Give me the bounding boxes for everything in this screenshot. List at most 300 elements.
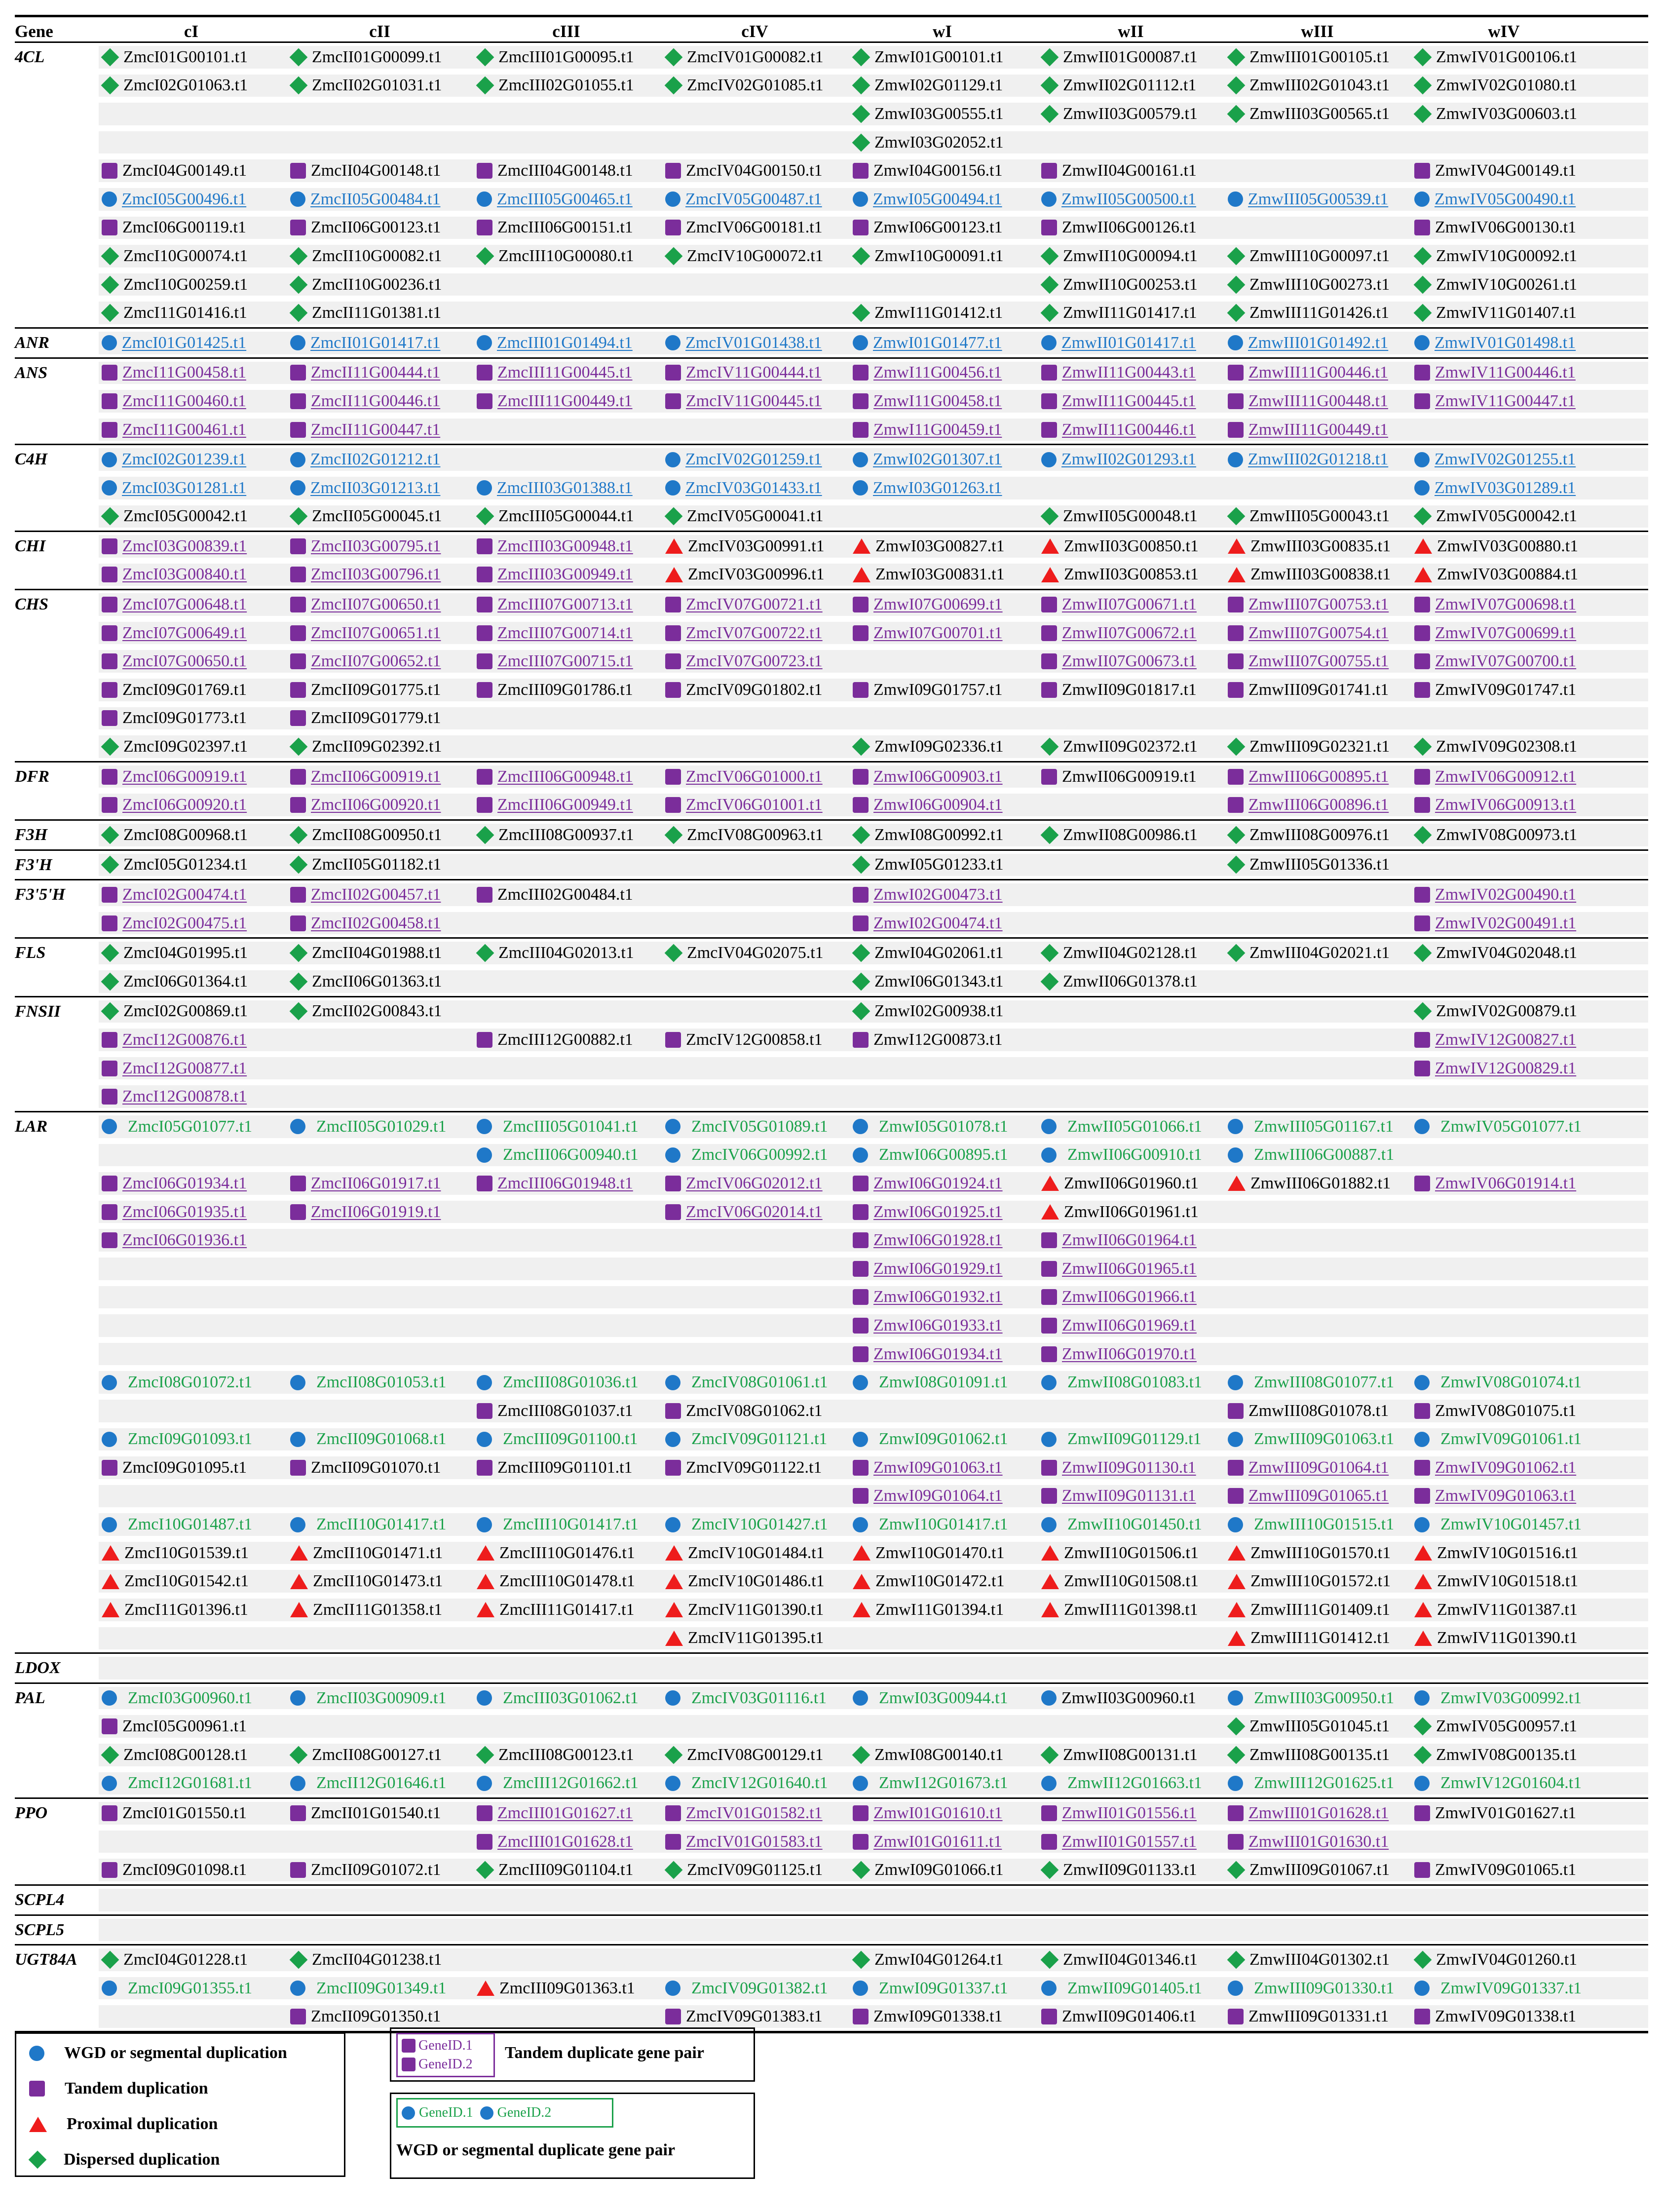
- diamond-icon: [1414, 1717, 1432, 1736]
- square-icon: [1041, 422, 1057, 438]
- circle-icon: [477, 1432, 492, 1447]
- gene-id: ZmwIV04G00149.t1: [1435, 161, 1577, 180]
- diamond-icon: [476, 1746, 494, 1764]
- gene-cell: [850, 43, 1035, 72]
- gene-cell: [1225, 416, 1410, 444]
- gene-id: ZmwI09G01337.t1: [879, 1979, 1008, 1997]
- gene-id: ZmcII02G00458.t1: [311, 914, 441, 932]
- square-icon: [477, 625, 492, 641]
- gene-cell: [287, 821, 472, 849]
- gene-cell: [662, 1368, 847, 1397]
- table-row: [99, 214, 1648, 242]
- gene-id: ZmwIII10G00273.t1: [1249, 275, 1390, 294]
- gene-name: UGT84A: [15, 1950, 77, 1969]
- table-row: [99, 1916, 1648, 1945]
- square-icon: [1414, 625, 1430, 641]
- table-row: [99, 561, 1648, 589]
- triangle-icon: [1228, 1574, 1246, 1589]
- triangle-icon: [1414, 538, 1432, 554]
- gene-cell: [99, 359, 284, 387]
- gene-id: ZmwIV09G01747.t1: [1435, 680, 1577, 699]
- square-icon: [290, 597, 306, 612]
- gene-id: ZmcII10G00082.t1: [312, 246, 442, 265]
- gene-id: ZmwII06G01970.t1: [1062, 1344, 1197, 1363]
- diamond-icon: [290, 275, 308, 294]
- gene-id: ZmcI05G00496.t1: [122, 190, 247, 208]
- gene-cell: [850, 590, 1035, 619]
- gene-cell: [1225, 590, 1410, 619]
- gene-id: ZmcIII08G00123.t1: [498, 1745, 634, 1764]
- gene-id: ZmwIV10G01457.t1: [1440, 1515, 1582, 1534]
- gene-cell: [474, 1368, 659, 1397]
- circle-icon: [853, 1690, 868, 1706]
- gene-cell: [850, 185, 1035, 214]
- gene-cell: [662, 532, 847, 561]
- gene-cell: [99, 1082, 284, 1111]
- table-row: [99, 329, 1648, 357]
- diamond-icon: [852, 304, 870, 322]
- triangle-icon: [853, 1574, 870, 1589]
- table-row: [99, 1368, 1648, 1397]
- gene-id: ZmwIII05G00539.t1: [1248, 190, 1389, 208]
- gene-cell: [662, 1510, 847, 1539]
- square-icon: [853, 915, 869, 931]
- circle-icon: [1228, 1432, 1243, 1447]
- gene-id: ZmcIV06G01000.t1: [686, 767, 823, 786]
- diamond-icon: [852, 1002, 870, 1021]
- gene-cell: [1411, 1026, 1596, 1054]
- gene-id: ZmwII01G01417.t1: [1061, 333, 1196, 352]
- gene-id: ZmwIV04G01260.t1: [1436, 1950, 1578, 1969]
- gene-cell: [474, 880, 659, 909]
- diamond-icon: [290, 1746, 308, 1764]
- gene-cell: [474, 1799, 659, 1828]
- square-icon: [102, 538, 117, 554]
- square-icon: [853, 887, 869, 903]
- gene-id: ZmcII04G00148.t1: [311, 161, 441, 180]
- gene-id: ZmcIII06G01948.t1: [497, 1174, 633, 1192]
- gene-cell: [850, 387, 1035, 416]
- gene-id: ZmcIV09G01802.t1: [686, 680, 823, 699]
- circle-icon: [1228, 1517, 1243, 1532]
- gene-cell: [99, 1112, 284, 1141]
- gene-cell: [662, 939, 847, 967]
- circle-icon: [477, 1776, 492, 1791]
- gene-cell: [474, 1169, 659, 1198]
- gene-id: ZmcIV11G00445.t1: [686, 391, 822, 410]
- gene-cell: [1411, 1397, 1596, 1425]
- wgd-pair-legend: [390, 2093, 755, 2179]
- square-icon: [102, 422, 117, 438]
- circle-icon: [290, 1981, 305, 1996]
- gene-id: ZmcI07G00649.t1: [122, 623, 247, 642]
- gene-id: ZmwIV10G01518.t1: [1437, 1572, 1579, 1591]
- gene-cell: [287, 1799, 472, 1828]
- gene-id: ZmwI10G01472.t1: [875, 1572, 1005, 1591]
- gene-cell: [1225, 791, 1410, 819]
- square-icon: [1414, 915, 1430, 931]
- gene-cell: [99, 909, 284, 938]
- gene-id: ZmcI04G01995.t1: [123, 944, 248, 962]
- gene-id: ZmcIII03G01388.t1: [497, 478, 633, 497]
- gene-cell: [850, 214, 1035, 242]
- gene-cell: [850, 1596, 1035, 1624]
- gene-cell: [1038, 1482, 1223, 1511]
- gene-id: ZmcII11G00447.t1: [311, 420, 441, 439]
- diamond-icon: [101, 944, 119, 962]
- gene-cell: [850, 1340, 1035, 1369]
- gene-id: ZmwIV12G00827.t1: [1435, 1030, 1577, 1049]
- diamond-icon: [852, 738, 870, 756]
- circle-icon: [1414, 1981, 1430, 1996]
- gene-id: ZmcII02G00843.t1: [312, 1002, 442, 1021]
- legend-proximal-label: Proximal duplication: [67, 2115, 218, 2133]
- diamond-icon: [290, 304, 308, 322]
- gene-cell: [287, 704, 472, 733]
- gene-id: ZmwII06G00126.t1: [1062, 218, 1197, 237]
- table-row: [99, 791, 1648, 819]
- gene-cell: [1225, 1684, 1410, 1713]
- gene-block: [15, 1112, 1648, 1654]
- gene-cell: [99, 1684, 284, 1713]
- diamond-icon: [476, 1861, 494, 1879]
- circle-icon: [480, 2106, 493, 2120]
- circle-icon: [1228, 335, 1243, 350]
- circle-icon: [1414, 335, 1430, 350]
- gene-block: [15, 1684, 1648, 1799]
- gene-cell: [474, 214, 659, 242]
- gene-cell: [99, 156, 284, 185]
- gene-id: ZmcI10G01487.t1: [128, 1515, 253, 1534]
- table-row: [99, 1112, 1648, 1141]
- gene-cell: [1038, 939, 1223, 967]
- gene-cell: [662, 763, 847, 791]
- gene-id: ZmcI08G00968.t1: [123, 825, 248, 844]
- square-icon: [290, 625, 306, 641]
- gene-cell: [474, 1596, 659, 1624]
- square-icon: [1228, 797, 1244, 813]
- gene-id: ZmcII06G00123.t1: [311, 218, 441, 237]
- gene-cell: [1038, 1283, 1223, 1312]
- square-icon: [290, 567, 306, 582]
- square-icon: [853, 1204, 869, 1220]
- gene-id: ZmcI11G00460.t1: [122, 391, 246, 410]
- gene-cell: [850, 445, 1035, 474]
- diamond-icon: [290, 76, 308, 95]
- gene-id: ZmcI09G01773.t1: [122, 709, 247, 727]
- gene-id: ZmcIII03G00949.t1: [497, 565, 633, 584]
- square-icon: [102, 1718, 117, 1734]
- gene-block: [15, 1799, 1648, 1886]
- gene-id: ZmwIII06G00896.t1: [1248, 796, 1389, 814]
- gene-cell: [850, 1198, 1035, 1226]
- gene-id: ZmcII01G01417.t1: [310, 333, 441, 352]
- gene-id: ZmcII03G00909.t1: [316, 1688, 447, 1707]
- gene-id: ZmwIV09G01061.t1: [1440, 1430, 1582, 1449]
- gene-id: ZmwIII10G00097.t1: [1249, 246, 1390, 265]
- triangle-icon: [1041, 1204, 1059, 1220]
- gene-cell: [474, 1453, 659, 1482]
- diamond-icon: [665, 76, 683, 95]
- gene-id: ZmcIV03G01433.t1: [685, 478, 822, 497]
- circle-icon: [477, 335, 492, 350]
- gene-id: ZmwI09G01757.t1: [873, 680, 1003, 699]
- diamond-icon: [852, 76, 870, 95]
- gene-id: ZmcI06G00919.t1: [122, 767, 247, 786]
- gene-cell: [662, 1397, 847, 1425]
- diamond-icon: [290, 507, 308, 526]
- gene-id: ZmcII12G01646.t1: [316, 1774, 447, 1792]
- gene-id: ZmwIV10G00261.t1: [1436, 275, 1578, 294]
- table-row: [99, 851, 1648, 879]
- gene-cell: [1038, 299, 1223, 327]
- gene-cell: [662, 1141, 847, 1170]
- gene-cell: [1225, 387, 1410, 416]
- tandem-pair-label: Tandem duplicate gene pair: [505, 2044, 704, 2062]
- gene-block: [15, 1916, 1648, 1946]
- gene-cell: [1225, 1539, 1410, 1567]
- gene-cell: [474, 619, 659, 648]
- gene-id: ZmcII10G01473.t1: [313, 1572, 443, 1591]
- gene-cell: [662, 1974, 847, 2003]
- diamond-icon: [1227, 1951, 1246, 1969]
- gene-id: ZmwII04G02128.t1: [1063, 944, 1198, 962]
- gene-id: ZmwI01G01477.t1: [873, 333, 1002, 352]
- table-row: [99, 2002, 1648, 2031]
- gene-id: ZmwII02G01112.t1: [1063, 76, 1197, 95]
- diamond-icon: [1041, 507, 1059, 526]
- gene-name: DFR: [15, 767, 49, 786]
- table-row: [99, 72, 1648, 100]
- gene-id: ZmwII06G00919.t1: [1062, 767, 1197, 786]
- gene-id: ZmwIV02G00490.t1: [1435, 885, 1577, 904]
- circle-icon: [665, 1119, 680, 1134]
- table-row: [99, 1198, 1648, 1226]
- gene-cell: [1225, 502, 1410, 531]
- diamond-icon: [290, 1951, 308, 1969]
- diamond-icon: [290, 247, 308, 266]
- diamond-icon: [852, 826, 870, 844]
- table-row: [99, 100, 1648, 128]
- square-icon: [665, 1834, 681, 1850]
- gene-id: ZmwIII02G01218.t1: [1248, 450, 1389, 469]
- table-row: [99, 1141, 1648, 1170]
- diamond-icon: [101, 275, 119, 294]
- gene-id: ZmwII06G01960.t1: [1064, 1174, 1199, 1192]
- circle-icon: [665, 1690, 680, 1706]
- gene-cell: [662, 1799, 847, 1828]
- square-icon: [853, 2009, 869, 2024]
- square-icon: [477, 769, 492, 785]
- gene-cell: [850, 791, 1035, 819]
- gene-cell: [662, 1169, 847, 1198]
- square-icon: [665, 597, 681, 612]
- gene-cell: [662, 1684, 847, 1713]
- gene-cell: [99, 763, 284, 791]
- gene-id: ZmcII07G00650.t1: [311, 595, 441, 614]
- gene-cell: [99, 1799, 284, 1828]
- gene-cell: [662, 1539, 847, 1567]
- gene-id: ZmwI06G01928.t1: [873, 1231, 1003, 1250]
- gene-cell: [1411, 156, 1596, 185]
- square-icon: [1414, 597, 1430, 612]
- square-icon: [477, 1403, 492, 1419]
- gene-cell: [850, 676, 1035, 704]
- gene-id: ZmwI04G01264.t1: [874, 1950, 1004, 1969]
- square-icon: [1041, 1834, 1057, 1850]
- gene-id: ZmcII01G01540.t1: [311, 1804, 441, 1823]
- gene-id: ZmwII11G00445.t1: [1062, 391, 1196, 410]
- gene-cell: [1038, 72, 1223, 100]
- gene-id: ZmwIII09G01063.t1: [1254, 1430, 1395, 1449]
- circle-icon: [102, 1517, 117, 1532]
- gene-cell: [1225, 1482, 1410, 1511]
- gene-cell: [1411, 100, 1596, 128]
- gene-cell: [1225, 43, 1410, 72]
- gene-cell: [474, 329, 659, 357]
- gene-id: ZmwI05G01233.t1: [874, 855, 1004, 874]
- circle-icon: [1414, 480, 1430, 496]
- square-icon: [1041, 1318, 1057, 1334]
- gene-cell: [1038, 1684, 1223, 1713]
- triangle-icon: [1228, 1602, 1246, 1617]
- diamond-icon: [665, 507, 683, 526]
- gene-duplication-table: [15, 15, 1648, 2033]
- gene-id: ZmcII03G00796.t1: [311, 565, 441, 584]
- square-icon: [477, 1805, 492, 1821]
- gene-name: SCPL4: [15, 1891, 65, 1909]
- triangle-icon: [1228, 1631, 1246, 1646]
- table-body: [15, 43, 1648, 2033]
- gene-cell: [1411, 791, 1596, 819]
- gene-cell: [99, 1425, 284, 1454]
- diamond-icon: [1227, 304, 1246, 322]
- gene-cell: [850, 1684, 1035, 1713]
- gene-cell: [99, 1741, 284, 1769]
- square-icon: [290, 769, 306, 785]
- gene-id: ZmcI10G01539.t1: [124, 1543, 249, 1562]
- square-icon: [853, 1488, 869, 1504]
- diamond-icon: [1227, 48, 1246, 66]
- square-icon: [853, 1289, 869, 1305]
- gene-cell: [1038, 416, 1223, 444]
- gene-id: ZmcII06G00919.t1: [311, 767, 441, 786]
- gene-id: ZmwI09G02336.t1: [874, 737, 1004, 756]
- gene-block: [15, 880, 1648, 939]
- gene-id: ZmwI05G01078.t1: [879, 1117, 1008, 1136]
- circle-icon: [665, 1517, 680, 1532]
- gene-id: ZmwIV08G01074.t1: [1440, 1373, 1582, 1392]
- diamond-icon: [1041, 275, 1059, 294]
- diamond-icon: [1414, 1746, 1432, 1764]
- square-icon: [102, 710, 117, 726]
- gene-cell: [662, 502, 847, 531]
- gene-id: ZmwII01G00087.t1: [1063, 47, 1198, 66]
- gene-cell: [1225, 763, 1410, 791]
- gene-cell: [474, 185, 659, 214]
- gene-cell: [1411, 821, 1596, 849]
- gene-id: ZmcII09G01072.t1: [311, 1861, 441, 1879]
- circle-icon: [853, 335, 868, 350]
- circle-icon: [290, 1517, 305, 1532]
- gene-cell: [99, 967, 284, 996]
- gene-id: ZmcII09G01070.t1: [311, 1458, 441, 1477]
- gene-cell: [1411, 1624, 1596, 1653]
- table-row: [99, 1856, 1648, 1884]
- gene-id: ZmwII05G00500.t1: [1061, 190, 1196, 208]
- square-icon: [665, 2009, 681, 2024]
- circle-icon: [102, 480, 117, 496]
- gene-id: ZmcII06G01917.t1: [311, 1174, 441, 1192]
- table-row: [99, 967, 1648, 996]
- gene-id: ZmwIV04G02048.t1: [1436, 944, 1578, 962]
- square-icon: [1041, 597, 1057, 612]
- square-icon: [1414, 682, 1430, 698]
- square-icon: [853, 220, 869, 235]
- gene-id: ZmcIV07G00722.t1: [686, 623, 823, 642]
- gene-id: ZmwII10G00094.t1: [1063, 246, 1198, 265]
- gene-cell: [474, 242, 659, 270]
- table-row: [99, 1741, 1648, 1769]
- gene-cell: [287, 1368, 472, 1397]
- gene-id: ZmwIII10G01572.t1: [1250, 1572, 1391, 1591]
- gene-cell: [1038, 100, 1223, 128]
- gene-cell: [1411, 532, 1596, 561]
- gene-name: FLS: [15, 944, 46, 962]
- triangle-icon: [102, 1574, 119, 1589]
- triangle-icon: [853, 538, 870, 554]
- gene-id: ZmcIV06G01001.t1: [686, 796, 823, 814]
- gene-cell: [1411, 1769, 1596, 1798]
- gene-id: ZmcIV02G01259.t1: [685, 450, 822, 469]
- diamond-icon: [852, 1746, 870, 1764]
- circle-icon: [1228, 1776, 1243, 1791]
- gene-cell: [474, 821, 659, 849]
- diamond-icon: [1227, 1717, 1246, 1736]
- gene-name: F3'5'H: [15, 885, 66, 904]
- circle-icon: [102, 1432, 117, 1447]
- gene-id: ZmwIII05G01045.t1: [1249, 1717, 1390, 1736]
- gene-id: ZmcI04G01228.t1: [123, 1950, 248, 1969]
- gene-id: ZmwIV09G02308.t1: [1436, 737, 1578, 756]
- gene-cell: [99, 1769, 284, 1798]
- gene-cell: [662, 185, 847, 214]
- gene-cell: [1225, 1974, 1410, 2003]
- square-icon: [102, 915, 117, 931]
- circle-icon: [1414, 1119, 1430, 1134]
- gene-cell: [1038, 619, 1223, 648]
- gene-id: ZmwIII07G00755.t1: [1248, 652, 1389, 671]
- gene-cell: [99, 1026, 284, 1054]
- gene-id: ZmwIV03G00992.t1: [1440, 1688, 1582, 1707]
- gene-cell: [474, 1567, 659, 1596]
- gene-id: ZmwII08G00131.t1: [1063, 1745, 1198, 1764]
- gene-cell: [287, 1453, 472, 1482]
- gene-id: ZmcIII04G02013.t1: [498, 944, 634, 962]
- circle-icon: [1228, 191, 1243, 207]
- gene-cell: [850, 242, 1035, 270]
- circle-icon: [102, 1981, 117, 1996]
- square-icon: [402, 2058, 416, 2071]
- legend-tandem: [26, 2076, 208, 2101]
- triangle-icon: [1228, 1176, 1246, 1191]
- circle-icon: [477, 191, 492, 207]
- gene-cell: [1225, 299, 1410, 327]
- gene-id: ZmwI09G01066.t1: [874, 1861, 1004, 1879]
- gene-id: ZmcIII12G00882.t1: [497, 1030, 633, 1049]
- gene-cell: [99, 619, 284, 648]
- gene-id: ZmcI06G01934.t1: [122, 1174, 247, 1192]
